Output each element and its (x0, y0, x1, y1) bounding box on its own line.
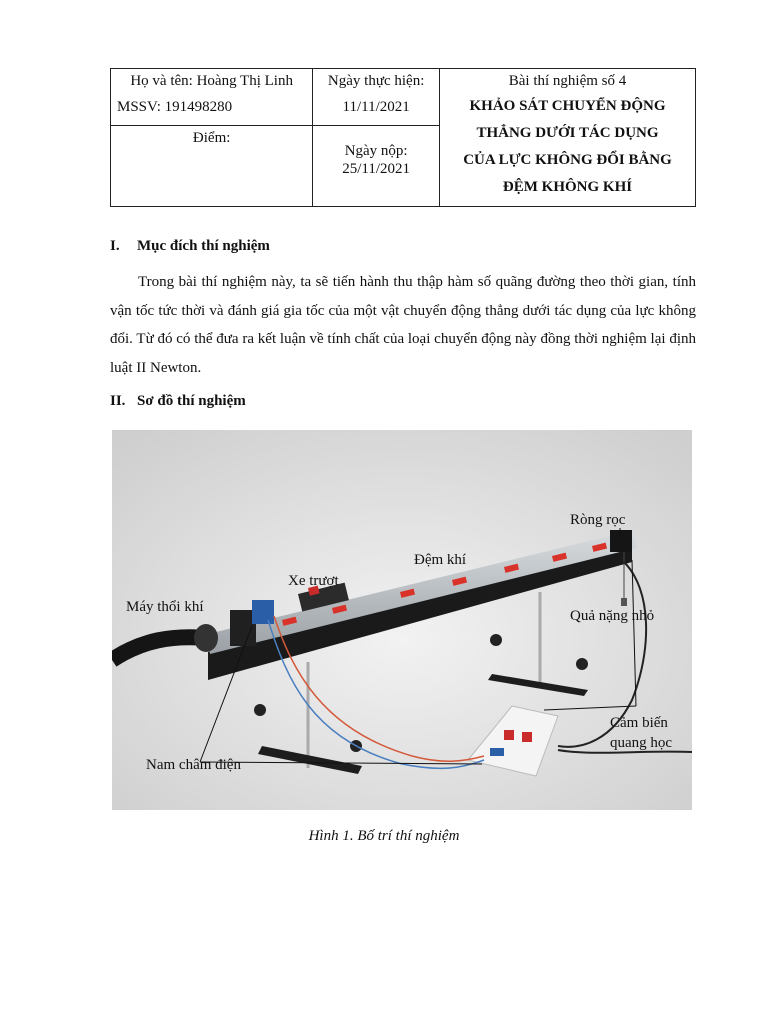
score-label: Điểm: (192, 130, 231, 146)
student-id: MSSV: 191498280 (117, 99, 233, 115)
experiment-title-cell (440, 69, 696, 207)
score-cell (111, 126, 313, 207)
label-weight: Quả nặng nhỏ (570, 608, 655, 624)
date-value: 11/11/2021 (342, 99, 410, 115)
small-weight (621, 598, 627, 606)
figure-caption: Hình 1. Bố trí thí nghiệm (308, 828, 460, 844)
hose-connector (194, 624, 218, 652)
label-sensor-line1: Cảm biến (610, 715, 668, 731)
date-label: Ngày thực hiện: (327, 73, 425, 89)
label-blower: Máy thổi khí (126, 599, 204, 615)
magnet-holder (252, 600, 274, 624)
date-cell (313, 69, 440, 126)
section-2-heading (110, 393, 246, 410)
section-2-number: II. (110, 393, 126, 409)
pulley (610, 530, 632, 552)
section-1-number: I. (110, 238, 120, 254)
experiment-title-line-4: ĐỆM KHÔNG KHÍ (502, 179, 633, 195)
experiment-title-line-2: THẲNG DƯỚI TÁC DỤNG (476, 125, 659, 141)
experiment-title-line-3: CỦA LỰC KHÔNG ĐỔI BẰNG (463, 152, 672, 168)
submit-cell (313, 126, 440, 207)
label-pulley: Ròng rọc (570, 512, 626, 528)
section-1-title: Mục đích thí nghiệm (137, 238, 270, 254)
section-2-title: Sơ đồ thí nghiệm (137, 393, 246, 409)
label-air-track: Đệm khí (414, 552, 467, 568)
header-table (110, 68, 696, 207)
student-info-cell (111, 69, 313, 126)
submit-value: 25/11/2021 (342, 161, 411, 177)
label-sensor-line2: quang học (610, 735, 673, 751)
student-name: Họ và tên: Hoàng Thị Linh (130, 73, 293, 89)
section-1-heading (110, 238, 270, 255)
experiment-title-line-1: KHẢO SÁT CHUYỂN ĐỘNG (469, 98, 666, 114)
experiment-setup-figure (112, 430, 692, 810)
section-1-paragraph: Trong bài thí nghiệm này, ta sẽ tiến hành thu thập hàm số quãng đường theo thời gian, tính vận tốc tức thời và đánh giá gia tốc của một vật chuyển động thẳng dưới tác dụng của lực không đổi. Từ đó có thể đưa ra kết luận về tính chất của loại chuyển động này đồng thời nghiệm lại định luật II Newton. (110, 274, 696, 376)
label-slider: Xe trượt (288, 573, 339, 589)
label-magnet: Nam châm điện (146, 757, 241, 773)
experiment-number: Bài thí nghiệm số 4 (508, 73, 627, 89)
submit-label: Ngày nộp: (344, 143, 408, 159)
